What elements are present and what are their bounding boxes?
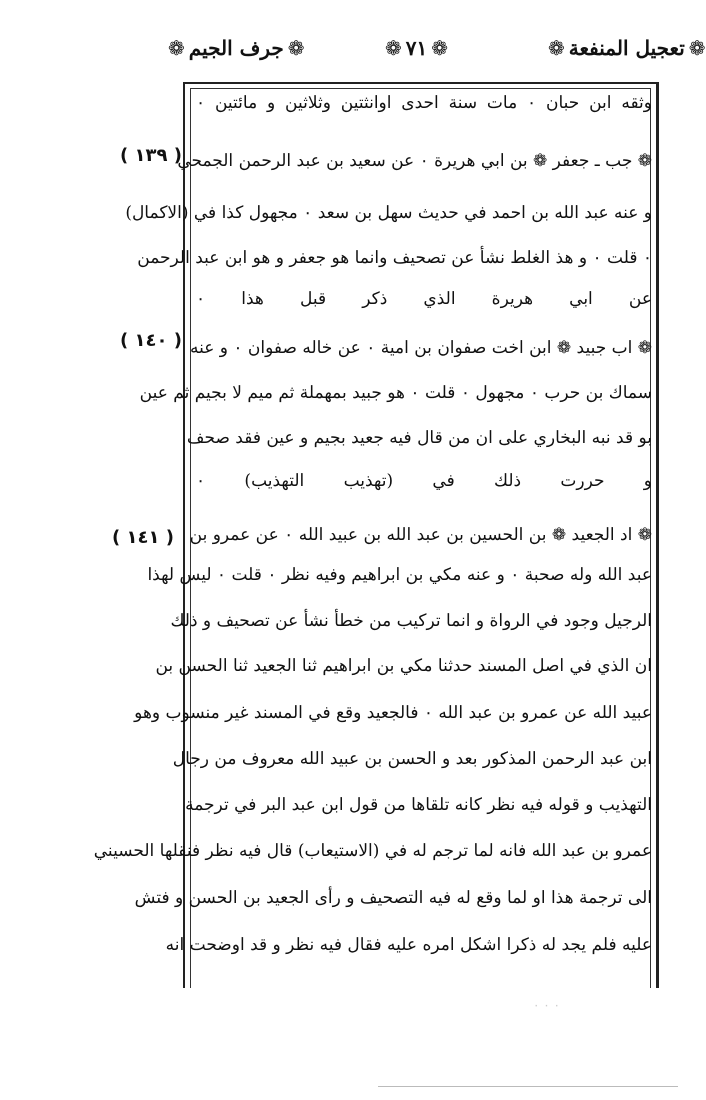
text-line: التهذيب و قوله فيه نظر كانه تلقاها من قول ابن عبد البر في ترجمة [185,795,652,815]
text-line: وثقه ابن حبان ٠ مات سنة احدى اوانثتين وثلاثين و مائتين ٠ [196,93,652,113]
text-line: ان الذي في اصل المسند حدثنا مكي بن ابراهيم ثنا الجعيد ثنا الحسن بن [155,656,652,676]
ornament-icon: ❁ [168,36,185,60]
book-title: تعجيل المنفعة [568,36,685,60]
text-line: ابن عبد الرحمن المذكور بعد و الحسن بن عبيد الله معروف من رجال [172,749,652,769]
text-line: بو قد نبه البخاري على ان من قال فيه جعيد بجيم و عين فقد صحف [186,428,652,448]
text-line: ٠ قلت ٠ و هذ الغلط نشأ عن تصحيف وانما هو جعفر و هو ابن عبد الرحمن [137,248,652,268]
ornament-icon: ❁ [548,36,565,60]
text-line: و حررت ذلك في (تهذيب التهذيب) ٠ [196,471,652,491]
text-line: ❁ اب جبيد ❁ ابن اخت صفوان بن امية ٠ عن خاله صفوان ٠ و عنه [189,338,652,358]
page-number-block [385,36,448,60]
text-line: ❁ جب ـ جعفر ❁ بن ابي هريرة ٠ عن سعيد بن عبد الرحمن الجمحي [177,151,652,171]
page-number: ٧١ [405,36,428,60]
book-heading [548,36,706,60]
text-line: الى ترجمة هذا او لما وقع له فيه التصحيف و رأى الجعيد بن الحسن و فتش [134,888,652,908]
text-line: عبيد الله عن عمرو بن عبد الله ٠ فالجعيد وقع في المسند غير منسوب وهو [134,703,652,723]
ornament-icon: ❁ [287,36,305,60]
ornament-icon: ❁ [688,36,706,60]
entry-number: ( ١٣٩ ) [120,145,182,166]
text-line: عبد الله وله صحبة ٠ و عنه مكي بن ابراهيم وفيه نظر ٠ قلت ٠ ليس لهذا [147,565,652,585]
page-header [0,36,706,70]
chapter-heading [168,36,305,60]
entry-number: ( ١٤١ ) [112,527,174,548]
text-line: عمرو بن عبد الله فانه لما ترجم له في (الاستيعاب) قال فيه نظر فنقلها الحسيني [93,841,652,861]
text-line: عن ابي هريرة الذي ذكر قبل هذا ٠ [196,289,652,309]
text-line: ❁ اد الجعيد ❁ بن الحسين بن عبد الله بن عبيد الله ٠ عن عمرو بن [189,525,652,545]
text-line: الرجيل وجود في الرواة و انما تركيب من خطأ نشأ عن تصحيف و ذلك [170,611,652,631]
chapter-title: جرف الجيم [188,36,284,60]
text-line: و عنه عبد الله بن احمد في حديث سهل بن سعد ٠ مجهول كذا في (الاكمال) [125,203,652,223]
text-line: عليه فلم يجد له ذكرا اشكل امره عليه فقال فيه نظر و قد اوضحت انه [165,935,652,955]
bleed-through-text: ٠ ٠ ٠ [532,998,560,1012]
text-line: سماك بن حرب ٠ مجهول ٠ قلت ٠ هو جبيد بمهملة ثم ميم لا بجيم ثم عين [139,383,652,403]
bottom-rule [378,1086,678,1087]
ornament-icon: ❁ [431,36,449,60]
ornament-icon: ❁ [385,36,402,60]
entry-number: ( ١٤٠ ) [120,330,182,351]
